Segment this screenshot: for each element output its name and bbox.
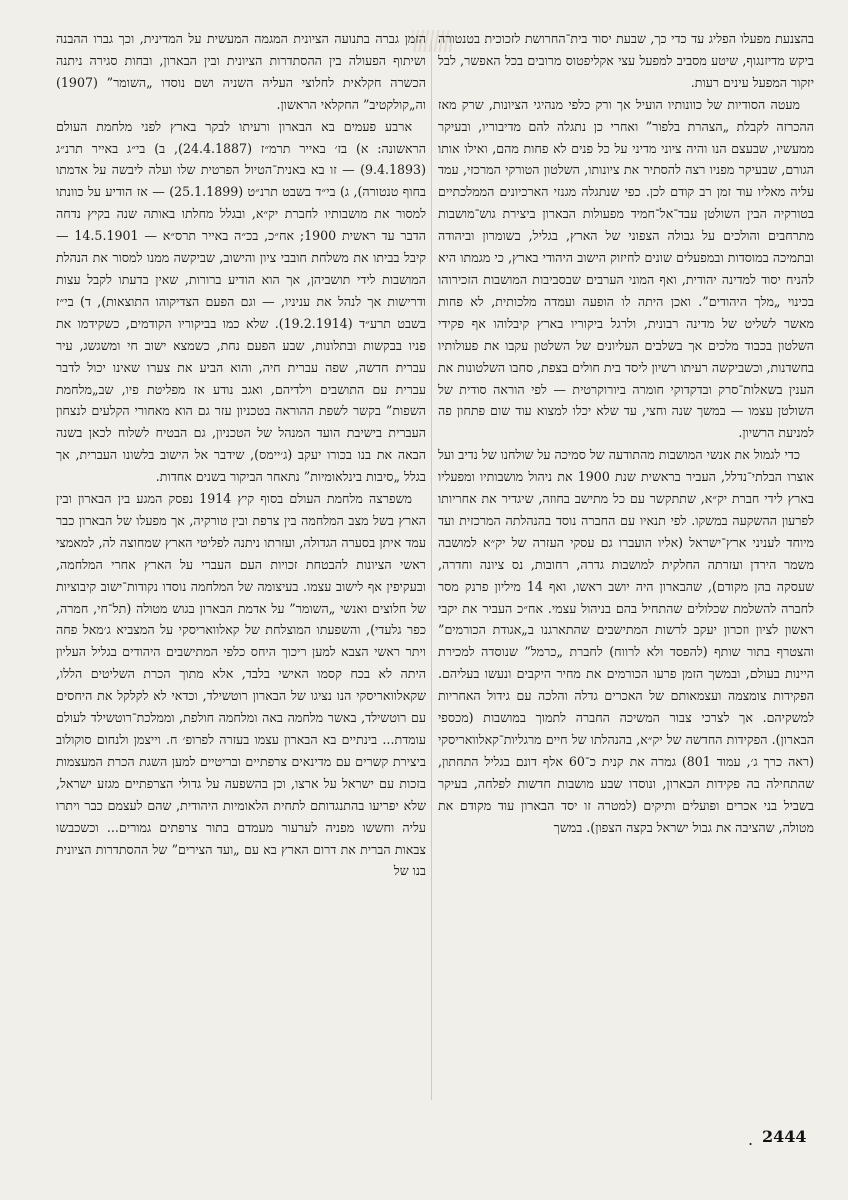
left-text-column <box>56 28 426 1104</box>
paragraph: הזמן גברה בתנועה הציונית המגמה המעשית על המדינית, וכך גברו ההבנה ושיתוף הפעולה בין ההסתדרות הציונית ובין הבארון, ובחות סגירה ניתנה הכשרה חקלאית לחלוצי העליה השניה ושם נוסדו „השומר” (1907) וה„קולקטיב” החקלאי הראשון. <box>56 31 426 112</box>
right-text-column <box>438 28 814 1104</box>
paragraph: כדי לגמול את אנשי המושבות מהתודעה של סמיכה על שולחנו של נדיב ועל אוצרו הבלתי־נדלל, העביר בראשית שנת 1900 את ניהול מושבותיו ומפעליו בארץ לידי חברת יק״א, שתתקשר עם כל מתישב בחוזה, שיגדיר את אחריותו לפרעון ההשקעה במשקו. לפי תנאיו עם החברה נוסד בהנהלתה המרכזית ועד מיוחד לעניני ארץ־ישראל (אליו הועברו גם עסקי העזרה של יק״א למושבה משמר הירדן ועזרתה החלקית למושבות גדרה, רחובות, נס ציונה וחדרה, שעסקה בהן מקודם), שהבארון היה יושב ראשו, ואף 14 מיליון פרנק מסר לחברה להשלמת שכלולים שהתחיל בהם בניהול עצמי. אח״כ העביר את יקבי ראשון לציון וזכרון יעקב לרשות המתישבים שהתארגנו ב„אגודת הכורמים” והצטרף בתור שותף (להפסד ולא לרווח) לחברת „כרמל” שנוסדה למכירת היינות בעולם, ובמשך הזמן פרעו הכורמים את מחיר היקבים ונעשו בעליהם. הפקידות צומצמה ועצמאותם של האכרים גדלה והלכה עם גידול האחריות למשקיהם. אך לצרכי צבור המשיכה החברה לתמוך במושבות (מכספי הבארון). הפקידות החדשה של יק״א, בהנהלתו של חיים מרגליות־קאלוואריסקי (ראה כרך ג׳, עמוד 801) גמרה את קנית כ־60 אלף דונם בגליל התחתון, שהתחילה בה פקידות הבארון, ונוסדו שבע מושבות חדשות לפלחה, בעיקר בשביל בני אכרים ופועלים ותיקים (למטרה זו יסד הבארון עוד מקודם את מטולה, שהציבה את גבול ישראל בקצה הצפון). במשך <box>438 447 814 835</box>
page-number-bullet: . <box>748 1130 754 1149</box>
column-divider <box>431 40 432 1100</box>
paragraph: מעטה הסודיות של כוונותיו הועיל אך ורק כלפי מנהיגי הציונות, שרק מאז ההכרזה לקבלת „הצהרת בלפור” ואחרי כן נתגלה להם מדיבוריו, ובעיקר ממעשיו, שבעצם הנו והיה ציוני מדיני על כל פנים לא פחות מהם, ואילו אותו הגורם, שבעיקר מפניו רצה להסתיר את ציונותו, השלטון הטורקי המרכזי, עמד עליה מאליו עוד זמן רב קודם לכן. כפי שנתגלה מגנזי הארכיונים הממלכתיים בטורקיה הבין השולטן עבד־אל־חמיד מפעולות הבארון ביצירת גוש־מושבות מתרחבים והולכים על גבולה הצפוני של הארץ, בגליל, בשומרון וביהודה ובתמיכה במוסדות ובמפעלים שונים לחיזוק הישוב היהודי בארץ, כי מגמתו היא להניח יסוד למדינה יהודית, ואף המוני הערבים שבסביבות המושבות הזכירוהו בכינוי „מלך היהודים”. ואכן היתה לו הופעה ועמדה מלכותית, לא פחות מאשר לשליט של מדינה רבונית, ולרגל ביקוריו בארץ קיבלוהו אף פקידי השלטון בכבוד מלכים אך בשלבים העליונים של השלטון עקבו את פעולותיו בחשדנות, וכשביקשה רעיתו רשיון ליסד בית חולים בצפת, סחבו השלטונות את הענין בשאלות־סרק ובדקדוקי חומרה ביורוקרטית — לפי הוראה סודית של השולטן עצמו — במשך שנה וחצי, עד שלא יכלו למצוא עוד שום פתחון פה למניעת הרשיון. <box>438 96 814 441</box>
paragraph: משפרצה מלחמת העולם בסוף קיץ 1914 נפסק המגע בין הבארון ובין הארץ בשל מצב המלחמה בין צרפת ובין טורקיה, אך מפעלו של הבארון כבר עמד איתן בסערה הגדולה, ועזרתו ניתנה לפליטי הארץ שמחוצה לה, למאמצי ראשי הציונות להבטחת זכויות העם העברי על הארץ אחרי המלחמה, ובעקיפין אף לישוב עצמו. בעיצומה של המלחמה נוסדו נקודות־ישוב קיבוציות של חלוצים ואנשי „השומר” על אדמת הבארון בגוש מטולה (תל־חי, חמרה, כפר גלעדי), והשפעתו המוצלחת של קאלוואריסקי על המצביא ג׳מאל פחה ויתר ראשי הצבא למען ריכוך היחס כלפי המתישבים היהודים בגליל העליון היתה לא בכח קסמו האישי בלבד, אלא מתוך הכרת השליטים הללו, שקאלוואריסקי הנו נציגו של הבארון רוטשילד, וכדאי לא לקלקל את היחסים עם רוטשילד, באשר מלחמה באה ומלחמה חולפת, וממלכת־רוטשילד לעולם עומדת... בינתיים בא הבארון עצמו בעזרה לפרופ׳ ח. וייצמן ולנחום סוקולוב ביצירת קשרים עם מדינאים צרפתיים ובריטיים למען השגת הכרת המעצמות בזכות עם ישראל על ארצו, וכן בהשפעה על גדולי הצרפתיים מגזע ישראל, שלא יפריעו בהתנגדותם לתחית הלאומיות היהודית, שהם לעצמם כבר ויתרו עליה וחששו מפניה לערעור מעמדם בתור צרפתים גמורים... וכשכבשו צבאות הברית את דרום הארץ בא עם „ועד הצירים” של ההסתדרות הציונית בנו של <box>56 491 426 879</box>
page-number: 2444 <box>762 1127 807 1146</box>
paragraph: ארבע פעמים בא הבארון ורעיתו לבקר בארץ לפני מלחמת העולם הראשונה: א) בז׳ באייר תרמ״ז (24.4.1887), ב) בי״ג באייר תרנ״ג (9.4.1893) — זו בא באנית־הטיול הפרטית שלו ועלה ליבשה על אדמתו בחוף טנטורה), ג) בי״ד בשבט תרנ״ט (25.1.1899) — אז הודיע על כוונתו למסור את מושבותיו לחברת יק״א, ובגלל מחלתו באותה שנה בקיץ נדחה הדבר עד ראשית 1900; אח״כ, בכ״ה באייר תרס״א — 14.5.1901 — קיבל בביתו את משלחת חובבי ציון והישוב, שביקשה ממנו למסור את הנהלת המושבות לידי תושביהן, אך הוא הודיע ברורות, שאין בדעתו לקבל עצות ודרישות אך לנהל את עניניו, — וגם הפעם הצדיקוהו התוצאות), ד) בי״ז בשבט תרע״ד (19.2.1914). שלא כמו בביקוריו הקודמים, כשקידמו את פניו בבקשות ובתלונות, שבע הפעם נחת, כשמצא ישוב חי ומשגשג, עיר עברית חדשה, שפה עברית חיה, והוא הביע את צערו שאינו יכול לדבר עברית עם התושבים וילדיהם, ואגב נודע אז מפליטת פיו, שב„מלחמת השפות” בקשר לשפת ההוראה בטכניון עזר גם הוא מאחורי הקלעים לנצחון העברית בישיבת הועד המנהל של הטכניון, גם הבטיח לשלוח לכאן בשנה הבאה את בנו בכורו יעקב (ג׳יימס), שידבר אל הישוב בלשונו העברית, אך בגלל „סיבות בינלאומיות” נתאחר הביקור בשנים אחדות. <box>56 118 426 485</box>
paragraph: בהצנעת מפעלו הפליג עד כדי כך, שבעת יסוד בית־החרושת לזכוכית בטנטורה ביקש מדיזנגוף, שיטע מסביב למפעל עצי אקליפטוס מרובים בכל האפשר, לבל יזקור המפעל עינים רעות. <box>438 31 814 90</box>
